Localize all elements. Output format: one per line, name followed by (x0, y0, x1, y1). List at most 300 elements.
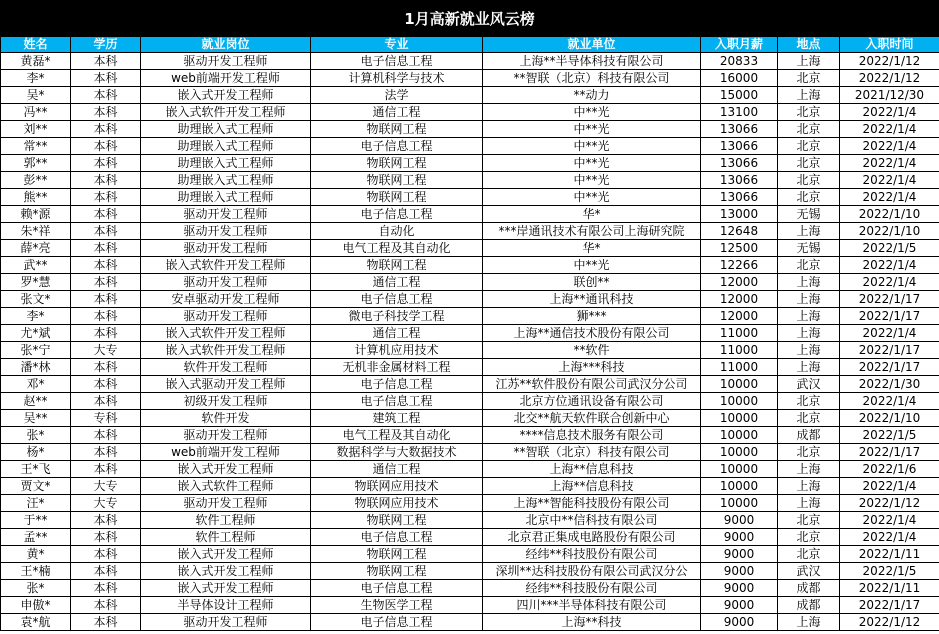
cell-position: 嵌入式开发工程师 (141, 546, 311, 563)
cell-name: 薛*亮 (1, 240, 71, 257)
cell-location: 上海 (778, 291, 840, 308)
column-header-major: 专业 (311, 37, 483, 53)
cell-education: 本科 (71, 240, 141, 257)
cell-employer: ***岸通讯技术有限公司上海研究院 (483, 223, 701, 240)
cell-education: 大专 (71, 342, 141, 359)
cell-start-date: 2022/1/4 (840, 121, 939, 138)
cell-salary: 13000 (701, 206, 778, 223)
cell-position: 软件开发 (141, 410, 311, 427)
cell-employer: 中**光 (483, 189, 701, 206)
table-header (1, 37, 939, 53)
cell-location: 北京 (778, 257, 840, 274)
cell-name: 黄* (1, 546, 71, 563)
cell-location: 武汉 (778, 376, 840, 393)
cell-name: 黄磊* (1, 53, 71, 70)
cell-salary: 13066 (701, 121, 778, 138)
cell-education: 大专 (71, 495, 141, 512)
cell-location: 上海 (778, 87, 840, 104)
cell-start-date: 2022/1/4 (840, 325, 939, 342)
cell-education: 本科 (71, 155, 141, 172)
cell-position: 助理嵌入式工程师 (141, 172, 311, 189)
table-row (1, 87, 939, 104)
cell-salary: 16000 (701, 70, 778, 87)
cell-name: 武** (1, 257, 71, 274)
table-row (1, 393, 939, 410)
cell-employer: 四川***半导体科技有限公司 (483, 597, 701, 614)
cell-major: 无机非金属材料工程 (311, 359, 483, 376)
cell-location: 上海 (778, 478, 840, 495)
cell-major: 电子信息工程 (311, 393, 483, 410)
cell-major: 生物医学工程 (311, 597, 483, 614)
cell-name: 罗*慧 (1, 274, 71, 291)
cell-employer: 上海**智能科技股份有限公司 (483, 495, 701, 512)
cell-education: 本科 (71, 529, 141, 546)
cell-name: 朱*祥 (1, 223, 71, 240)
cell-education: 本科 (71, 325, 141, 342)
table-row (1, 189, 939, 206)
cell-major: 电子信息工程 (311, 138, 483, 155)
cell-education: 本科 (71, 104, 141, 121)
cell-location: 北京 (778, 410, 840, 427)
cell-salary: 10000 (701, 427, 778, 444)
table-row (1, 444, 939, 461)
cell-start-date: 2022/1/17 (840, 444, 939, 461)
sheet-title: 1月高新就业风云榜 (0, 0, 939, 36)
cell-name: 杨* (1, 444, 71, 461)
cell-employer: 狮*** (483, 308, 701, 325)
cell-employer: 经纬**科技股份有限公司 (483, 580, 701, 597)
cell-location: 成都 (778, 580, 840, 597)
cell-position: 半导体设计工程师 (141, 597, 311, 614)
column-header-location: 地点 (778, 37, 840, 53)
cell-name: 赖*源 (1, 206, 71, 223)
cell-salary: 11000 (701, 325, 778, 342)
cell-location: 北京 (778, 512, 840, 529)
cell-location: 北京 (778, 172, 840, 189)
cell-education: 本科 (71, 70, 141, 87)
cell-location: 成都 (778, 597, 840, 614)
cell-employer: 中**光 (483, 138, 701, 155)
cell-education: 专科 (71, 410, 141, 427)
cell-name: 张* (1, 580, 71, 597)
cell-name: 汪* (1, 495, 71, 512)
cell-name: 张*宁 (1, 342, 71, 359)
cell-major: 电子信息工程 (311, 614, 483, 631)
table-row (1, 376, 939, 393)
cell-employer: **智联（北京）科技有限公司 (483, 70, 701, 87)
cell-name: 赵** (1, 393, 71, 410)
cell-salary: 9000 (701, 512, 778, 529)
cell-name: 吴** (1, 410, 71, 427)
cell-name: 申傲* (1, 597, 71, 614)
cell-salary: 13066 (701, 138, 778, 155)
table-row (1, 53, 939, 70)
cell-position: 驱动开发工程师 (141, 274, 311, 291)
cell-salary: 15000 (701, 87, 778, 104)
cell-major: 电气工程及其自动化 (311, 427, 483, 444)
cell-education: 本科 (71, 206, 141, 223)
cell-salary: 13066 (701, 189, 778, 206)
table-row (1, 257, 939, 274)
cell-salary: 10000 (701, 461, 778, 478)
cell-start-date: 2022/1/4 (840, 478, 939, 495)
cell-salary: 12500 (701, 240, 778, 257)
cell-start-date: 2022/1/4 (840, 155, 939, 172)
cell-employer: 上海**半导体科技有限公司 (483, 53, 701, 70)
cell-location: 无锡 (778, 206, 840, 223)
cell-position: 嵌入式软件工程师 (141, 478, 311, 495)
table-row (1, 70, 939, 87)
cell-position: 嵌入式软件开发工程师 (141, 104, 311, 121)
cell-major: 电子信息工程 (311, 206, 483, 223)
cell-employer: 上海***科技 (483, 359, 701, 376)
cell-major: 物联网工程 (311, 172, 483, 189)
cell-start-date: 2022/1/5 (840, 240, 939, 257)
cell-start-date: 2022/1/17 (840, 359, 939, 376)
cell-salary: 10000 (701, 393, 778, 410)
cell-name: 张文* (1, 291, 71, 308)
table-row (1, 223, 939, 240)
cell-start-date: 2022/1/10 (840, 223, 939, 240)
cell-major: 通信工程 (311, 325, 483, 342)
cell-location: 武汉 (778, 563, 840, 580)
cell-start-date: 2022/1/12 (840, 70, 939, 87)
cell-location: 上海 (778, 223, 840, 240)
cell-education: 本科 (71, 223, 141, 240)
cell-salary: 9000 (701, 597, 778, 614)
cell-position: 驱动开发工程师 (141, 53, 311, 70)
cell-location: 北京 (778, 444, 840, 461)
cell-position: 助理嵌入式工程师 (141, 155, 311, 172)
cell-start-date: 2022/1/11 (840, 546, 939, 563)
cell-education: 本科 (71, 359, 141, 376)
cell-name: 王*飞 (1, 461, 71, 478)
cell-education: 本科 (71, 580, 141, 597)
cell-salary: 9000 (701, 580, 778, 597)
cell-location: 上海 (778, 614, 840, 631)
table-row (1, 172, 939, 189)
cell-major: 物联网应用技术 (311, 495, 483, 512)
table-row (1, 546, 939, 563)
cell-education: 本科 (71, 597, 141, 614)
cell-employer: 中**光 (483, 172, 701, 189)
cell-location: 上海 (778, 461, 840, 478)
cell-position: 软件工程师 (141, 512, 311, 529)
cell-position: 安卓驱动开发工程师 (141, 291, 311, 308)
cell-position: 驱动开发工程师 (141, 240, 311, 257)
employment-table (0, 36, 939, 631)
cell-position: 驱动开发工程师 (141, 206, 311, 223)
cell-position: 嵌入式开发工程师 (141, 580, 311, 597)
cell-major: 电子信息工程 (311, 53, 483, 70)
cell-major: 物联网工程 (311, 546, 483, 563)
cell-major: 通信工程 (311, 274, 483, 291)
cell-salary: 20833 (701, 53, 778, 70)
cell-major: 电子信息工程 (311, 580, 483, 597)
cell-start-date: 2022/1/17 (840, 291, 939, 308)
table-row (1, 104, 939, 121)
column-header-employer: 就业单位 (483, 37, 701, 53)
table-row (1, 427, 939, 444)
cell-employer: 上海**信息科技 (483, 478, 701, 495)
cell-name: 贾文* (1, 478, 71, 495)
cell-position: 嵌入式软件开发工程师 (141, 325, 311, 342)
cell-employer: 北京君正集成电路股份有限公司 (483, 529, 701, 546)
cell-salary: 12648 (701, 223, 778, 240)
cell-location: 北京 (778, 155, 840, 172)
cell-start-date: 2022/1/4 (840, 257, 939, 274)
cell-start-date: 2022/1/11 (840, 580, 939, 597)
cell-salary: 13066 (701, 172, 778, 189)
cell-location: 上海 (778, 53, 840, 70)
cell-start-date: 2022/1/4 (840, 393, 939, 410)
cell-salary: 10000 (701, 444, 778, 461)
cell-employer: **动力 (483, 87, 701, 104)
cell-employer: 上海**信息科技 (483, 461, 701, 478)
cell-salary: 13100 (701, 104, 778, 121)
cell-location: 北京 (778, 70, 840, 87)
cell-education: 大专 (71, 478, 141, 495)
cell-education: 本科 (71, 189, 141, 206)
cell-employer: 上海**科技 (483, 614, 701, 631)
cell-major: 建筑工程 (311, 410, 483, 427)
cell-position: 嵌入式驱动开发工程师 (141, 376, 311, 393)
cell-major: 自动化 (311, 223, 483, 240)
cell-education: 本科 (71, 563, 141, 580)
cell-location: 无锡 (778, 240, 840, 257)
cell-position: 助理嵌入式工程师 (141, 121, 311, 138)
cell-position: 驱动开发工程师 (141, 495, 311, 512)
table-row (1, 597, 939, 614)
cell-position: 助理嵌入式工程师 (141, 138, 311, 155)
cell-name: 尤*斌 (1, 325, 71, 342)
cell-education: 本科 (71, 427, 141, 444)
cell-major: 物联网应用技术 (311, 478, 483, 495)
cell-name: 张* (1, 427, 71, 444)
cell-location: 北京 (778, 138, 840, 155)
cell-name: 彭** (1, 172, 71, 189)
table-row (1, 206, 939, 223)
cell-name: 孟** (1, 529, 71, 546)
cell-employer: 北京方位通讯设备有限公司 (483, 393, 701, 410)
header-row (1, 37, 939, 53)
cell-start-date: 2022/1/17 (840, 308, 939, 325)
table-row (1, 529, 939, 546)
table-row (1, 325, 939, 342)
cell-position: 嵌入式软件开发工程师 (141, 342, 311, 359)
cell-salary: 12000 (701, 291, 778, 308)
cell-employer: **智联（北京）科技有限公司 (483, 444, 701, 461)
cell-employer: **软件 (483, 342, 701, 359)
cell-start-date: 2022/1/4 (840, 512, 939, 529)
cell-education: 本科 (71, 172, 141, 189)
cell-start-date: 2022/1/4 (840, 274, 939, 291)
cell-name: 冯** (1, 104, 71, 121)
cell-education: 本科 (71, 546, 141, 563)
cell-major: 物联网工程 (311, 155, 483, 172)
cell-employer: 中**光 (483, 121, 701, 138)
cell-salary: 9000 (701, 563, 778, 580)
cell-major: 物联网工程 (311, 563, 483, 580)
cell-name: 袁*航 (1, 614, 71, 631)
cell-salary: 10000 (701, 376, 778, 393)
cell-start-date: 2022/1/4 (840, 104, 939, 121)
cell-location: 北京 (778, 104, 840, 121)
cell-education: 本科 (71, 274, 141, 291)
cell-employer: 华* (483, 240, 701, 257)
cell-name: 李* (1, 308, 71, 325)
cell-location: 上海 (778, 359, 840, 376)
cell-location: 成都 (778, 427, 840, 444)
cell-employer: 中**光 (483, 104, 701, 121)
cell-major: 物联网工程 (311, 189, 483, 206)
cell-major: 计算机应用技术 (311, 342, 483, 359)
cell-major: 电气工程及其自动化 (311, 240, 483, 257)
cell-salary: 12000 (701, 308, 778, 325)
cell-location: 北京 (778, 189, 840, 206)
cell-name: 常** (1, 138, 71, 155)
cell-education: 本科 (71, 614, 141, 631)
cell-salary: 10000 (701, 478, 778, 495)
cell-education: 本科 (71, 461, 141, 478)
cell-start-date: 2022/1/12 (840, 495, 939, 512)
cell-location: 上海 (778, 274, 840, 291)
table-row (1, 291, 939, 308)
cell-education: 本科 (71, 138, 141, 155)
cell-education: 本科 (71, 291, 141, 308)
table-row (1, 563, 939, 580)
cell-location: 上海 (778, 308, 840, 325)
cell-salary: 10000 (701, 495, 778, 512)
cell-salary: 13066 (701, 155, 778, 172)
cell-position: 驱动开发工程师 (141, 308, 311, 325)
column-header-name: 姓名 (1, 37, 71, 53)
cell-start-date: 2022/1/10 (840, 410, 939, 427)
table-row (1, 495, 939, 512)
cell-employer: 深圳**达科技股份有限公司武汉分公 (483, 563, 701, 580)
cell-employer: 北交**航天软件联合创新中心 (483, 410, 701, 427)
cell-location: 上海 (778, 325, 840, 342)
cell-start-date: 2021/12/30 (840, 87, 939, 104)
cell-name: 王*楠 (1, 563, 71, 580)
cell-start-date: 2022/1/17 (840, 342, 939, 359)
cell-position: 嵌入式开发工程师 (141, 563, 311, 580)
cell-name: 邓* (1, 376, 71, 393)
table-row (1, 155, 939, 172)
cell-education: 本科 (71, 87, 141, 104)
cell-employer: 联创** (483, 274, 701, 291)
cell-education: 本科 (71, 444, 141, 461)
cell-name: 熊** (1, 189, 71, 206)
cell-salary: 12266 (701, 257, 778, 274)
cell-salary: 9000 (701, 529, 778, 546)
cell-location: 北京 (778, 393, 840, 410)
cell-position: 嵌入式软件开发工程师 (141, 257, 311, 274)
cell-position: 嵌入式开发工程师 (141, 87, 311, 104)
cell-major: 电子信息工程 (311, 529, 483, 546)
cell-start-date: 2022/1/4 (840, 189, 939, 206)
cell-position: 驱动开发工程师 (141, 427, 311, 444)
cell-position: 驱动开发工程师 (141, 223, 311, 240)
cell-salary: 11000 (701, 342, 778, 359)
cell-salary: 9000 (701, 614, 778, 631)
cell-salary: 11000 (701, 359, 778, 376)
cell-start-date: 2022/1/6 (840, 461, 939, 478)
cell-education: 本科 (71, 512, 141, 529)
cell-major: 电子信息工程 (311, 376, 483, 393)
cell-employer: 江苏**软件股份有限公司武汉分公司 (483, 376, 701, 393)
cell-location: 北京 (778, 546, 840, 563)
cell-major: 法学 (311, 87, 483, 104)
cell-location: 上海 (778, 495, 840, 512)
cell-name: 刘** (1, 121, 71, 138)
cell-education: 本科 (71, 308, 141, 325)
cell-major: 微电子科技学工程 (311, 308, 483, 325)
cell-location: 北京 (778, 529, 840, 546)
table-row (1, 274, 939, 291)
cell-position: 软件开发工程师 (141, 359, 311, 376)
cell-education: 本科 (71, 393, 141, 410)
cell-employer: 北京中**信科技有限公司 (483, 512, 701, 529)
cell-start-date: 2022/1/4 (840, 529, 939, 546)
cell-salary: 10000 (701, 410, 778, 427)
cell-name: 潘*林 (1, 359, 71, 376)
column-header-start-date: 入职时间 (840, 37, 939, 53)
cell-start-date: 2022/1/4 (840, 172, 939, 189)
table-row (1, 580, 939, 597)
cell-salary: 9000 (701, 546, 778, 563)
cell-name: 吴* (1, 87, 71, 104)
table-row (1, 478, 939, 495)
cell-position: 软件工程师 (141, 529, 311, 546)
cell-employer: 华* (483, 206, 701, 223)
cell-employer: 上海**通信技术股份有限公司 (483, 325, 701, 342)
cell-start-date: 2022/1/5 (840, 427, 939, 444)
cell-name: 李* (1, 70, 71, 87)
cell-education: 本科 (71, 376, 141, 393)
cell-employer: 上海**通讯科技 (483, 291, 701, 308)
cell-name: 郭** (1, 155, 71, 172)
cell-major: 物联网工程 (311, 257, 483, 274)
table-row (1, 308, 939, 325)
cell-education: 本科 (71, 257, 141, 274)
cell-employer: 中**光 (483, 155, 701, 172)
cell-salary: 12000 (701, 274, 778, 291)
cell-start-date: 2022/1/30 (840, 376, 939, 393)
cell-start-date: 2022/1/4 (840, 138, 939, 155)
cell-position: 驱动开发工程师 (141, 614, 311, 631)
cell-position: 助理嵌入式工程师 (141, 189, 311, 206)
table-row (1, 138, 939, 155)
cell-major: 物联网工程 (311, 121, 483, 138)
table-row (1, 512, 939, 529)
cell-start-date: 2022/1/5 (840, 563, 939, 580)
cell-start-date: 2022/1/12 (840, 614, 939, 631)
table-row (1, 614, 939, 631)
cell-employer: ****信息技术服务有限公司 (483, 427, 701, 444)
table-row (1, 240, 939, 257)
cell-start-date: 2022/1/12 (840, 53, 939, 70)
table-row (1, 359, 939, 376)
cell-education: 本科 (71, 53, 141, 70)
cell-education: 本科 (71, 121, 141, 138)
table-row (1, 410, 939, 427)
column-header-education: 学历 (71, 37, 141, 53)
cell-position: web前端开发工程师 (141, 70, 311, 87)
cell-position: web前端开发工程师 (141, 444, 311, 461)
table-row (1, 461, 939, 478)
cell-location: 上海 (778, 342, 840, 359)
